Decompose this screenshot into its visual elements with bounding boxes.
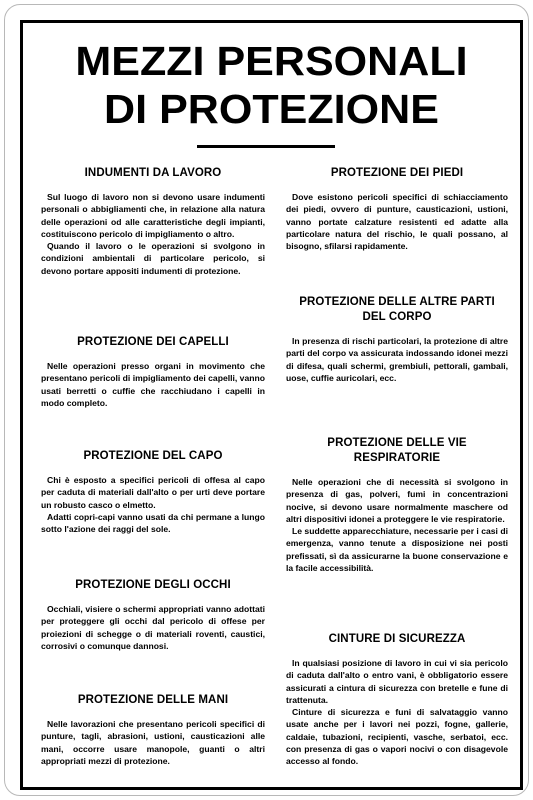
section-protezione-degli-occhi	[41, 578, 265, 652]
section-protezione-del-capo	[41, 449, 265, 535]
sign-title-line-1: MEZZI PERSONALI	[75, 38, 468, 84]
section-paragraph: Nelle operazioni che di necessità si svolgono in presenza di gas, polveri, fumi in concentrazioni nocive, si devono usare normalmente maschere od altri dispositivi idonei a proteggere le vie respiratorie.	[286, 477, 508, 524]
section-protezione-dei-piedi	[286, 166, 508, 252]
section-heading: INDUMENTI DA LAVORO	[84, 167, 222, 179]
section-heading: CINTURE DI SICUREZZA	[328, 633, 466, 645]
section-paragraph: Dove esistono pericoli specifici di schiacciamento dei piedi, ovvero di punture, causticazioni, ustioni, vanno portate calzature resistenti ed adatte alla particolare natura del rischio, le quali possano, al bisogno, sfilarsi rapidamente.	[286, 192, 508, 252]
section-paragraph: Adatti copri-capi vanno usati da chi permane a lungo sotto l'azione dei raggi del sole.	[41, 511, 265, 535]
section-heading: PROTEZIONE DEI PIEDI	[330, 167, 464, 179]
section-heading: PROTEZIONE DELLE VIE RESPIRATORIE	[327, 437, 467, 464]
section-protezione-vie-respiratorie	[286, 436, 508, 574]
section-protezione-dei-capelli	[41, 335, 265, 409]
section-protezione-altre-parti-del-corpo	[286, 295, 508, 384]
section-paragraph: Quando il lavoro o le operazioni si svolgono in condizioni ambientali di particolare pericolo, si devono portare appositi indumenti di protezione.	[41, 241, 265, 276]
section-paragraph: In qualsiasi posizione di lavoro in cui vi sia pericolo di caduta dall'alto o entro vani, è obbligatorio essere assicurati a cintura di sicurezza con bretelle e fune di trattenuta.	[286, 658, 508, 705]
section-indumenti-da-lavoro	[41, 166, 265, 277]
sign-frame	[20, 20, 523, 790]
section-paragraph: Sul luogo di lavoro non si devono usare indumenti personali o abbigliamenti che, in relazione alla natura delle operazioni od alle caratteristiche degli impianti, costituiscono pericolo di impigliamento o altro.	[41, 192, 265, 239]
section-protezione-delle-mani	[41, 693, 265, 767]
sign-title	[11, 37, 533, 133]
section-cinture-di-sicurezza	[286, 632, 508, 768]
section-paragraph: Chi è esposto a specifici pericoli di offesa al capo per caduta di materiali dall'alto o per urti deve portare un robusto casco o elmetto.	[41, 475, 265, 510]
section-paragraph: Le suddette apparecchiature, necessarie per i casi di emergenza, vanno tenute a disposizione nei posti prefissati, sì da assicurarne la buone conservazione e la facile accessibilità.	[286, 526, 508, 574]
sign-title-line-2: DI PROTEZIONE	[104, 86, 439, 132]
section-paragraph: Occhiali, visiere o schermi appropriati vanno adottati per proteggere gli occhi dal pericolo di offese per proiezioni di schegge o di materiali roventi, caustici, corrosivi o comunque dannosi.	[41, 604, 265, 651]
safety-sign	[4, 4, 529, 796]
section-heading: PROTEZIONE DEGLI OCCHI	[75, 579, 231, 591]
title-underline	[197, 145, 335, 148]
section-heading: PROTEZIONE DELLE ALTRE PARTI DEL CORPO	[299, 296, 495, 323]
section-paragraph: Nelle lavorazioni che presentano pericoli specifici di punture, tagli, abrasioni, ustioni, causticazioni alle mani, occorre usare manopole, guanti o altri appropriati mezzi di protezione.	[41, 719, 265, 766]
section-heading: PROTEZIONE DEL CAPO	[83, 450, 223, 462]
section-paragraph: In presenza di rischi particolari, la protezione di altre parti del corpo va assicurata indossando idonei mezzi di difesa, quali schermi, grembiuli, pettorali, gambali, uose, cuffie auricolari, ecc.	[286, 336, 508, 383]
section-heading: PROTEZIONE DELLE MANI	[77, 694, 229, 706]
section-paragraph: Nelle operazioni presso organi in movimento che presentano pericoli di impigliamento dei capelli, vanno usati berretti o cuffie che racchiudano i capelli in modo completo.	[41, 361, 265, 408]
section-paragraph: Cinture di sicurezza e funi di salvataggio vanno usate anche per i lavori nei pozzi, fogne, gallerie, caldaie, tubazioni, recipienti, vasche, serbatoi, ecc. con presenza di gas o vapori nocivi o con disagevole accesso al fondo.	[286, 707, 508, 767]
section-heading: PROTEZIONE DEI CAPELLI	[77, 336, 229, 348]
